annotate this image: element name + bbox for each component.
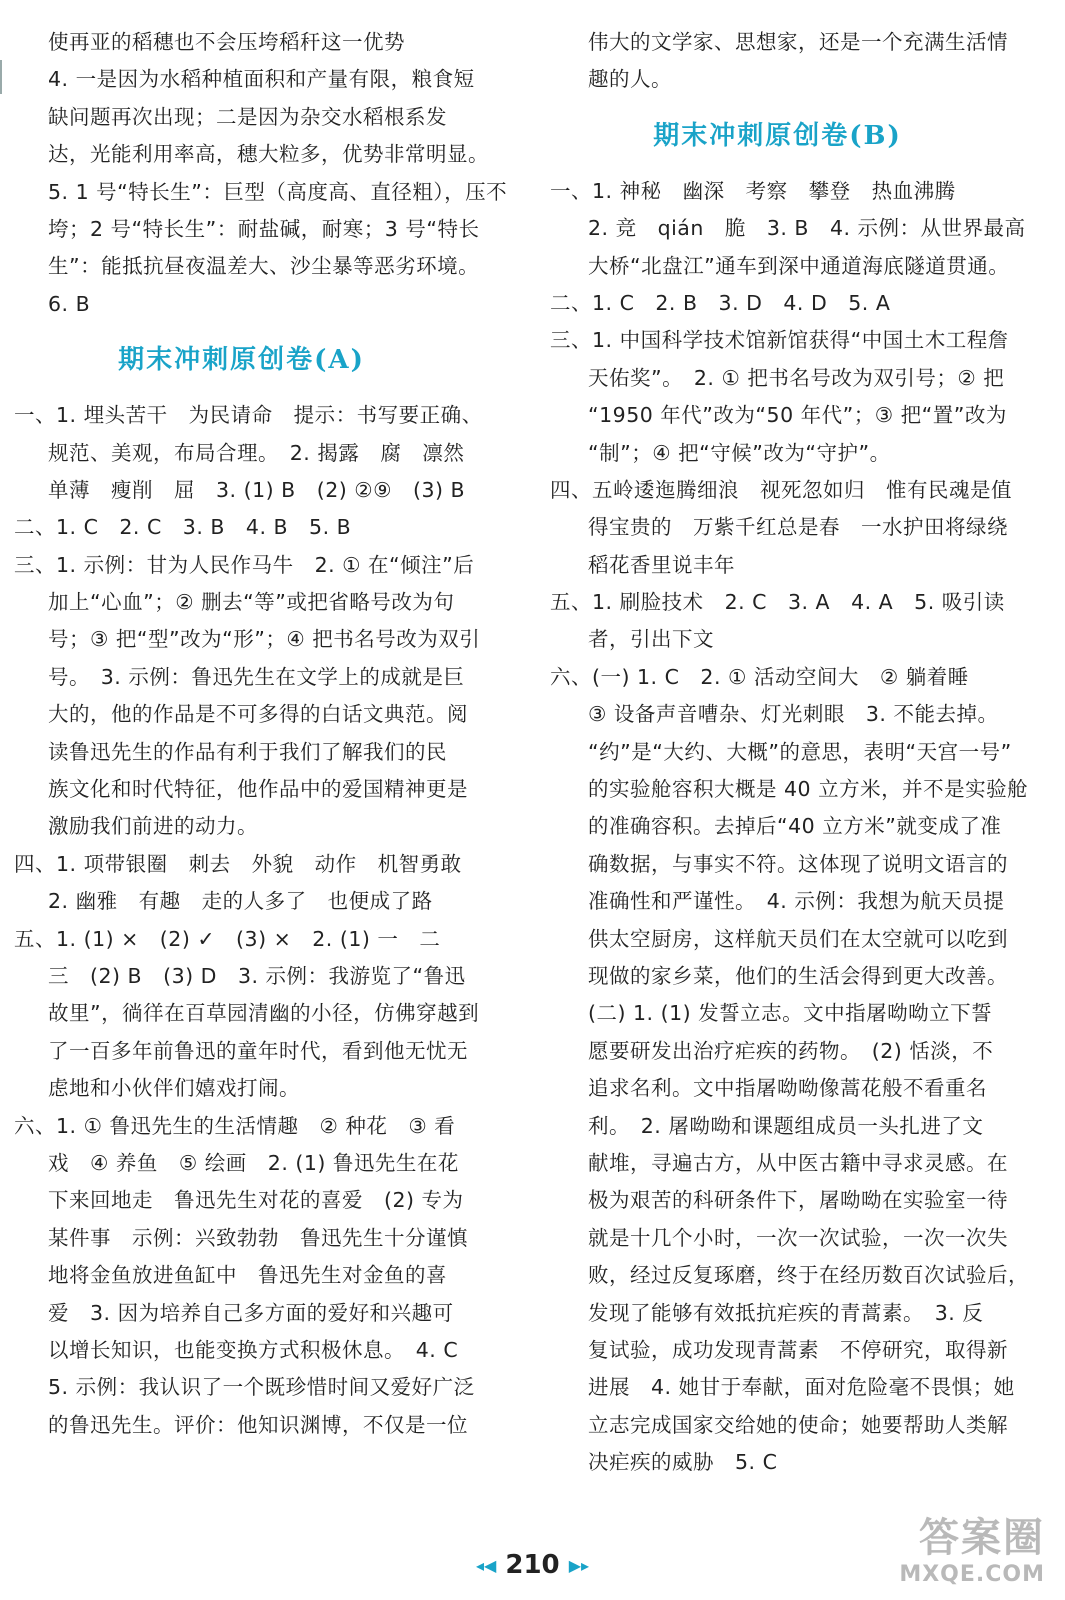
- answer-line: 确数据，与事实不符。这体现了说明文语言的: [588, 851, 1008, 876]
- answer-line: 一、1. 埋头苦干 为民请命 提示：书写要正确、: [14, 403, 483, 428]
- next-arrows-icon: ▶▸: [568, 1556, 590, 1575]
- answer-line: 趣的人。: [588, 67, 672, 92]
- answer-line: 6. B: [48, 291, 91, 316]
- answer-line: 决疟疾的威胁 5. C: [588, 1450, 778, 1475]
- answer-line: 以增长知识，也能变换方式积极休息。 4. C: [48, 1337, 459, 1362]
- answer-line: 六、1. ① 鲁迅先生的生活情趣 ② 种花 ③ 看: [14, 1113, 456, 1138]
- answer-line: 生”：能抵抗昼夜温差大、沙尘暴等恶劣环境。: [48, 254, 480, 279]
- answer-line: 一、1. 神秘 幽深 考察 攀登 热血沸腾: [550, 178, 956, 203]
- answer-line: 极为艰苦的科研条件下，屠呦呦在实验室一待: [588, 1188, 1008, 1213]
- answer-line: 读鲁迅先生的作品有利于我们了解我们的民: [48, 739, 447, 764]
- answer-line: 下来回地走 鲁迅先生对花的喜爱 (2) 专为: [48, 1188, 464, 1213]
- answer-line: 达，光能利用率高，穗大粒多，优势非常明显。: [48, 142, 489, 167]
- answer-line: 5. 示例：我认识了一个既珍惜时间又爱好广泛: [48, 1375, 475, 1400]
- answer-line: 单薄 瘦削 屈 3. (1) B (2) ②⑨ (3) B: [48, 477, 466, 502]
- answer-line: 规范、美观，布局合理。 2. 揭露 腐 凛然: [48, 440, 465, 465]
- answer-line: 者，引出下文: [588, 627, 714, 652]
- answer-line: 六、(一) 1. C 2. ① 活动空间大 ② 躺着睡: [550, 664, 969, 689]
- margin-mark: [0, 60, 12, 94]
- watermark: [899, 1515, 1045, 1589]
- section-title: 期末冲刺原创卷(B): [653, 120, 902, 151]
- answer-line: 愿要研发出治疗疟疾的药物。 (2) 恬淡，不: [588, 1038, 994, 1063]
- answer-line: 族文化和时代特征，他作品中的爱国精神更是: [48, 777, 468, 802]
- answer-line: 发现了能够有效抵抗疟疾的青蒿素。 3. 反: [588, 1300, 984, 1325]
- answer-line: 天佑奖”。 2. ① 把书名号改为双引号；② 把: [588, 365, 1005, 390]
- answer-line: 准确性和严谨性。 4. 示例：我想为航天员提: [588, 889, 1005, 914]
- answer-line: 四、五岭逶迤腾细浪 视死忽如归 惟有民魂是值: [550, 477, 1012, 502]
- answer-line: 4. 一是因为水稻种植面积和产量有限，粮食短: [48, 67, 475, 92]
- answer-line: 的实验舱容积大概是 40 立方米，并不是实验舱: [588, 777, 1029, 802]
- watermark-logo: 答案圈: [919, 1515, 1045, 1561]
- answer-line: 三、1. 示例：甘为人民作马牛 2. ① 在“倾注”后: [14, 552, 475, 577]
- watermark-url: MXQE.COM: [899, 1562, 1045, 1587]
- answer-line: 四、1. 项带银圈 刺去 外貌 动作 机智勇敢: [14, 851, 462, 876]
- answer-line: 垮；2 号“特长生”：耐盐碱，耐寒；3 号“特长: [48, 216, 480, 241]
- answer-line: 供太空厨房，这样航天员们在太空就可以吃到: [588, 926, 1008, 951]
- answer-line: 的鲁迅先生。评价：他知识渊博，不仅是一位: [48, 1412, 468, 1437]
- prev-arrows-icon: ◂◀: [475, 1556, 497, 1575]
- page-number: 210: [505, 1550, 560, 1580]
- answer-line: 稻花香里说丰年: [588, 552, 735, 577]
- answer-line: 立志完成国家交给她的使命；她要帮助人类解: [588, 1412, 1008, 1437]
- answer-line: 就是十几个小时，一次一次试验，一次一次失: [588, 1225, 1008, 1250]
- answer-line: 五、1. 刷脸技术 2. C 3. A 4. A 5. 吸引读: [550, 590, 1005, 615]
- answer-line: ③ 设备声音嘈杂、灯光刺眼 3. 不能去掉。: [588, 702, 999, 727]
- answer-line: 故里”，徜徉在百草园清幽的小径，仿佛穿越到: [48, 1001, 480, 1026]
- answer-line: 二、1. C 2. C 3. B 4. B 5. B: [14, 515, 352, 540]
- answer-line: 激励我们前进的动力。: [48, 814, 258, 839]
- answer-line: 复试验，成功发现青蒿素 不停研究，取得新: [588, 1337, 1008, 1362]
- answer-line: 败，经过反复琢磨，终于在经历数百次试验后，: [588, 1263, 1029, 1288]
- answer-line: “制”；④ 把“守候”改为“守护”。: [588, 440, 891, 465]
- answer-line: 献堆，寻遍古方，从中医古籍中寻求灵感。在: [588, 1150, 1008, 1175]
- right-column: [550, 24, 1029, 1481]
- answer-line: 戏 ④ 养鱼 ⑤ 绘画 2. (1) 鲁迅先生在花: [48, 1150, 459, 1175]
- section-title: 期末冲刺原创卷(A): [118, 345, 365, 376]
- answer-line: 号。 3. 示例：鲁迅先生在文学上的成就是巨: [48, 664, 465, 689]
- answer-line: 2. 竞 qián 脆 3. B 4. 示例：从世界最高: [588, 216, 1026, 241]
- answer-line: 的准确容积。去掉后“40 立方米”就变成了准: [588, 814, 1002, 839]
- answer-line: 爱 3. 因为培养自己多方面的爱好和兴趣可: [48, 1300, 454, 1325]
- answer-line: 2. 幽雅 有趣 走的人多了 也便成了路: [48, 889, 433, 914]
- answer-line: 三 (2) B (3) D 3. 示例：我游览了“鲁迅: [48, 963, 466, 988]
- left-column: [14, 24, 508, 1444]
- answer-line: 二、1. C 2. B 3. D 4. D 5. A: [550, 290, 891, 315]
- answer-line: 进展 4. 她甘于奉献，面对危险毫不畏惧；她: [588, 1375, 1015, 1400]
- answer-line: 追求名利。文中指屠呦呦像蒿花般不看重名: [588, 1076, 987, 1101]
- answer-line: 缺问题再次出现；二是因为杂交水稻根系发: [48, 104, 447, 129]
- answer-line: 得宝贵的 万紫千红总是春 一水护田将绿绕: [588, 515, 1008, 540]
- answer-line: 虑地和小伙伴们嬉戏打闹。: [48, 1076, 300, 1101]
- answer-line: 某件事 示例：兴致勃勃 鲁迅先生十分谨慎: [48, 1225, 468, 1250]
- answer-line: 大桥“北盘江”通车到深中通道海底隧道贯通。: [588, 253, 1010, 278]
- answer-line: 地将金鱼放进鱼缸中 鲁迅先生对金鱼的喜: [48, 1263, 447, 1288]
- answer-line: 现做的家乡菜，他们的生活会得到更大改善。: [588, 963, 1008, 988]
- answer-line: 了一百多年前鲁迅的童年时代，看到他无忧无: [48, 1038, 468, 1063]
- answer-line: 5. 1 号“特长生”：巨型（高度高、直径粗），压不: [48, 179, 508, 204]
- answer-line: (二) 1. (1) 发誓立志。文中指屠呦呦立下誓: [588, 1001, 993, 1026]
- answer-line: 三、1. 中国科学技术馆新馆获得“中国土木工程詹: [550, 328, 1009, 353]
- answer-line: 利。 2. 屠呦呦和课题组成员一头扎进了文: [588, 1113, 984, 1138]
- answer-line: 号；③ 把“型”改为“形”；④ 把书名号改为双引: [48, 627, 481, 652]
- answer-line: 使再亚的稻穗也不会压垮稻秆这一优势: [48, 30, 405, 54]
- answer-line: 大的，他的作品是不可多得的白话文典范。阅: [48, 702, 468, 727]
- answer-line: 五、1. (1) × (2) ✓ (3) × 2. (1) 一 二: [14, 926, 441, 951]
- answer-line: 伟大的文学家、思想家，还是一个充满生活情: [588, 30, 1008, 54]
- answer-line: “约”是“大约、大概”的意思，表明“天宫一号”: [588, 739, 1012, 764]
- answer-line: “1950 年代”改为“50 年代”；③ 把“置”改为: [588, 403, 1007, 428]
- answer-line: 加上“心血”；② 删去“等”或把省略号改为句: [48, 590, 455, 615]
